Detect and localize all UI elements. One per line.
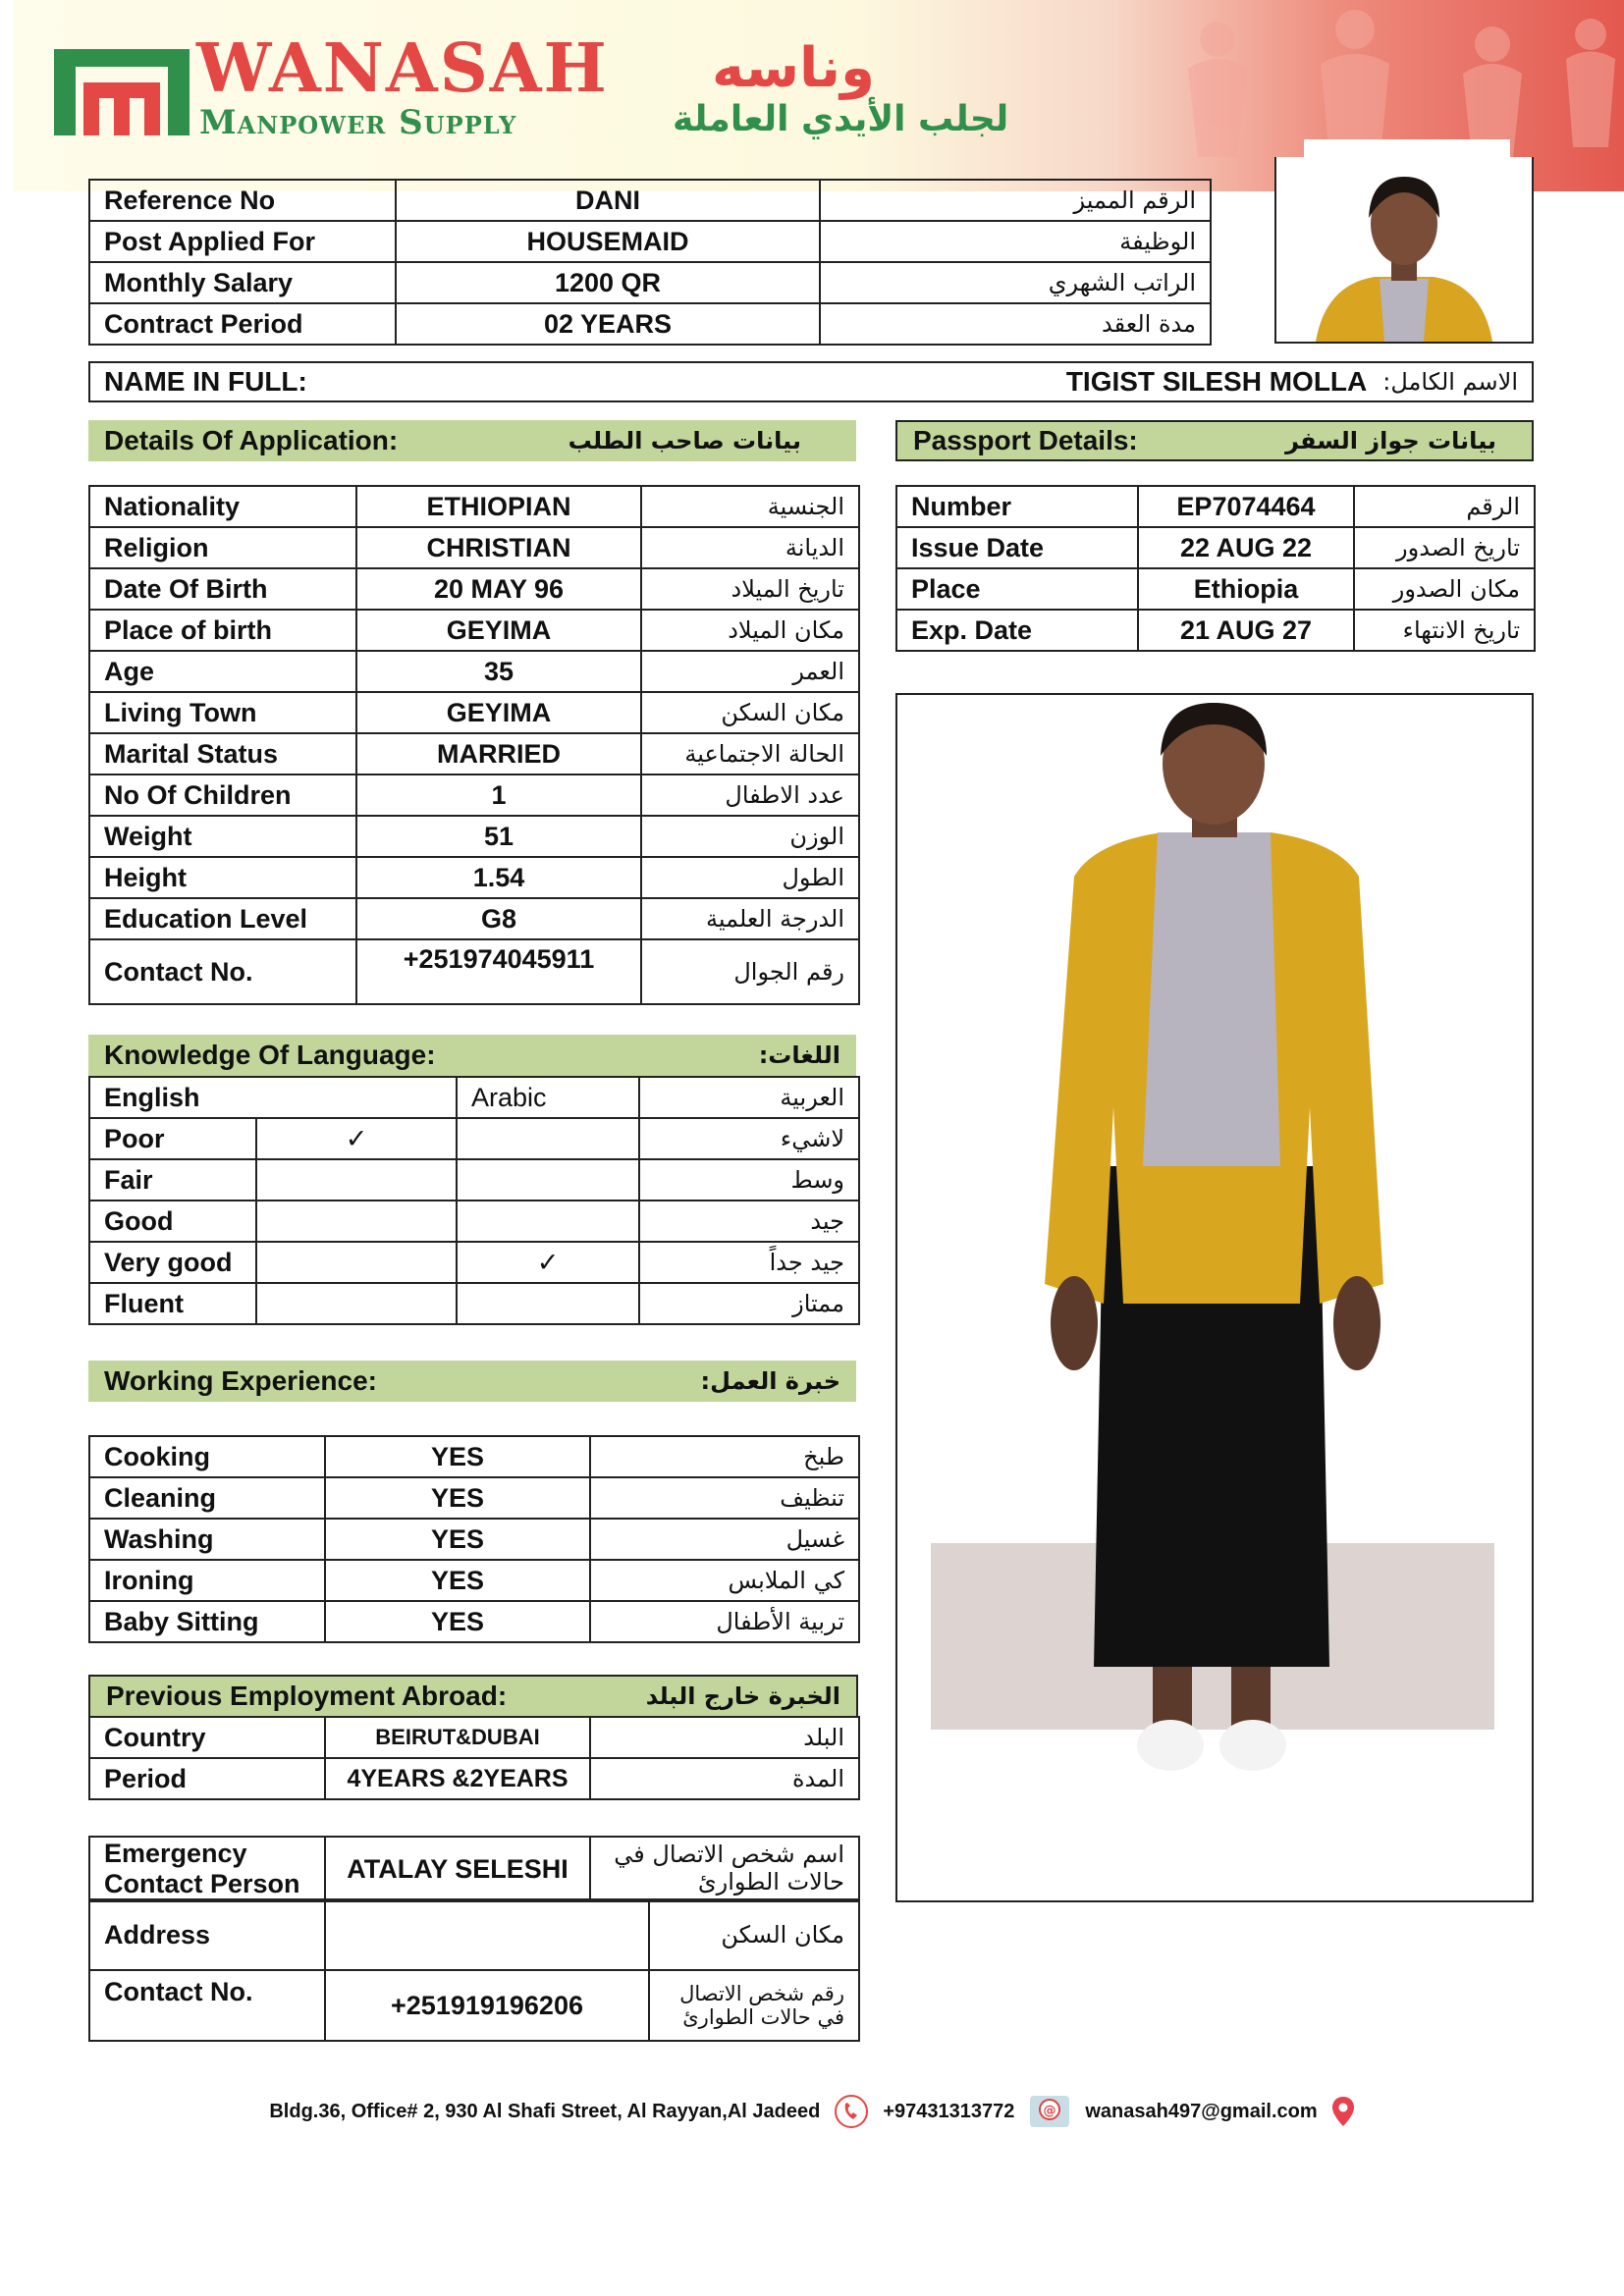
table-row [89, 1519, 859, 1560]
language-section-header [88, 1035, 856, 1076]
footer-address: Bldg.36, Office# 2, 930 Al Shafi Street, Al Rayyan,Al Jadeed [269, 2100, 821, 2122]
row-label-ar: رقم الجوال [641, 939, 859, 1004]
table-row [89, 1477, 859, 1519]
row-label: Reference No [89, 180, 396, 221]
svg-text:@: @ [1043, 2104, 1056, 2118]
row-value: BEIRUT&DUBAI [325, 1717, 590, 1758]
row-value: 21 AUG 27 [1138, 610, 1354, 651]
row-label: Good [89, 1201, 256, 1242]
language-table [88, 1076, 860, 1325]
table-row [89, 816, 859, 857]
row-label: Post Applied For [89, 221, 396, 262]
row-label-ar: مكان السكن [649, 1899, 859, 1970]
row-label: Issue Date [896, 527, 1138, 568]
table-row [89, 1899, 859, 1970]
row-label: Baby Sitting [89, 1601, 325, 1642]
english-level-check [256, 1242, 457, 1283]
row-label: Very good [89, 1242, 256, 1283]
row-label-ar: الرقم [1354, 486, 1535, 527]
reference-table [88, 179, 1212, 346]
row-label: Date Of Birth [89, 568, 356, 610]
row-label-ar: غسيل [590, 1519, 859, 1560]
logo-wordmark-en: WANASAH [196, 29, 609, 108]
row-label-ar: عدد الاطفال [641, 774, 859, 816]
row-value: MARRIED [356, 733, 641, 774]
full-body-portrait-icon [897, 695, 1532, 1900]
arabic-level-check [457, 1201, 639, 1242]
row-label: Emergency Contact Person [89, 1837, 325, 1901]
table-row [89, 1970, 859, 2041]
abroad-table [88, 1716, 860, 1800]
table-row [89, 1717, 859, 1758]
full-name-label: NAME IN FULL: [104, 366, 307, 397]
row-value: GEYIMA [356, 610, 641, 651]
row-label: Exp. Date [896, 610, 1138, 651]
passport-details-table [895, 485, 1536, 652]
table-row [89, 527, 859, 568]
row-label: Living Town [89, 692, 356, 733]
row-label-ar: الحالة الاجتماعية [641, 733, 859, 774]
row-label: Monthly Salary [89, 262, 396, 303]
footer-contact-bar [0, 2089, 1624, 2134]
row-value: ATALAY SELESHI [325, 1837, 590, 1901]
column-arabic: Arabic [457, 1077, 639, 1118]
row-label: Religion [89, 527, 356, 568]
experience-section-header [88, 1361, 856, 1402]
row-label: Fluent [89, 1283, 256, 1324]
table-row [89, 733, 859, 774]
row-label-ar: الوظيفة [820, 221, 1211, 262]
row-label-ar: مكان الميلاد [641, 610, 859, 651]
wanasah-logo-icon [54, 39, 189, 135]
experience-table [88, 1435, 860, 1643]
full-name-label-ar: الاسم الكامل: [1382, 368, 1518, 396]
table-row [89, 1118, 859, 1159]
logo-tagline-ar: لجلب الأيدي العاملة [673, 99, 1009, 139]
row-label-ar: الوزن [641, 816, 859, 857]
row-value: YES [325, 1477, 590, 1519]
section-title-ar: اللغات: [758, 1041, 840, 1069]
english-level-check [256, 1283, 457, 1324]
passport-section-header [895, 420, 1534, 461]
row-label: Nationality [89, 486, 356, 527]
row-value: +251974045911 [356, 939, 641, 1004]
row-label-ar: رقم شخص الاتصال في حالات الطوارئ [649, 1970, 859, 2041]
row-value: EP7074464 [1138, 486, 1354, 527]
row-value: G8 [356, 898, 641, 939]
table-row [89, 303, 1211, 345]
row-label-ar: الرقم المميز [820, 180, 1211, 221]
section-title: Previous Employment Abroad: [106, 1681, 508, 1711]
table-row [89, 486, 859, 527]
row-label-ar: اسم شخص الاتصال في حالات الطوارئ [590, 1837, 859, 1901]
row-label-ar: تنظيف [590, 1477, 859, 1519]
table-row [89, 1283, 859, 1324]
row-label-ar: مكان السكن [641, 692, 859, 733]
row-label: Place [896, 568, 1138, 610]
row-label-ar: مكان الصدور [1354, 568, 1535, 610]
application-section-header [88, 420, 856, 461]
section-title-ar: بيانات جواز السفر [1285, 427, 1496, 454]
row-label-ar: تربية الأطفال [590, 1601, 859, 1642]
portrait-icon [1276, 157, 1532, 342]
row-label: Fair [89, 1159, 256, 1201]
row-value: 35 [356, 651, 641, 692]
row-label: Address [89, 1899, 325, 1970]
location-pin-icon [1331, 2096, 1355, 2127]
application-details-table [88, 485, 860, 1005]
row-value: YES [325, 1519, 590, 1560]
table-row [89, 221, 1211, 262]
row-value: DANI [396, 180, 820, 221]
section-title-ar: بيانات صاحب الطلب [568, 427, 801, 454]
table-row [896, 568, 1535, 610]
row-value: 1 [356, 774, 641, 816]
row-label-ar: تاريخ الانتهاء [1354, 610, 1535, 651]
row-label-ar: الدرجة العلمية [641, 898, 859, 939]
row-label: Place of birth [89, 610, 356, 651]
row-value: YES [325, 1436, 590, 1477]
row-label-ar: العمر [641, 651, 859, 692]
row-label: Poor [89, 1118, 256, 1159]
row-label-ar: الراتب الشهري [820, 262, 1211, 303]
logo-tagline-en: Manpower Supply [199, 103, 517, 142]
logo-wordmark-ar: وناسه [712, 36, 875, 100]
row-value: +251919196206 [325, 1970, 649, 2041]
row-value: 20 MAY 96 [356, 568, 641, 610]
row-value: 1.54 [356, 857, 641, 898]
table-row [89, 774, 859, 816]
section-title-ar: خبرة العمل: [700, 1367, 840, 1395]
table-row [89, 568, 859, 610]
table-row [89, 1601, 859, 1642]
row-label: Contact No. [89, 939, 356, 1004]
row-label-ar: جيد [639, 1201, 859, 1242]
table-row [89, 610, 859, 651]
table-row [89, 180, 1211, 221]
table-row [896, 527, 1535, 568]
row-label-ar: تاريخ الصدور [1354, 527, 1535, 568]
table-row [89, 262, 1211, 303]
row-label: No Of Children [89, 774, 356, 816]
row-label-ar: البلد [590, 1717, 859, 1758]
full-name-row [88, 361, 1534, 402]
full-name-value: TIGIST SILESH MOLLA [1065, 366, 1368, 397]
row-label-ar: تاريخ الميلاد [641, 568, 859, 610]
email-icon [1028, 2092, 1071, 2131]
row-label: Washing [89, 1519, 325, 1560]
row-value: CHRISTIAN [356, 527, 641, 568]
applicant-photo-full [895, 693, 1534, 1902]
row-label: Age [89, 651, 356, 692]
row-value: 02 YEARS [396, 303, 820, 345]
row-value: ETHIOPIAN [356, 486, 641, 527]
english-level-check [256, 1159, 457, 1201]
arabic-level-check: ✓ [457, 1242, 639, 1283]
emergency-address-table [88, 1898, 860, 2042]
abroad-section-header [88, 1675, 858, 1716]
row-label-ar: كي الملابس [590, 1560, 859, 1601]
row-label-ar: الديانة [641, 527, 859, 568]
row-label: Contract Period [89, 303, 396, 345]
table-row [89, 1159, 859, 1201]
row-label-ar: الجنسية [641, 486, 859, 527]
row-value: Ethiopia [1138, 568, 1354, 610]
row-label: Weight [89, 816, 356, 857]
row-value: 1200 QR [396, 262, 820, 303]
section-title: Knowledge Of Language: [104, 1040, 436, 1070]
row-label-ar: الطول [641, 857, 859, 898]
table-row [896, 610, 1535, 651]
table-row [89, 1201, 859, 1242]
row-label-ar: جيد جداً [639, 1242, 859, 1283]
row-label: Period [89, 1758, 325, 1799]
table-row [89, 651, 859, 692]
row-label: Number [896, 486, 1138, 527]
arabic-level-check [457, 1159, 639, 1201]
row-label: Contact No. [89, 1970, 325, 2041]
row-value: YES [325, 1560, 590, 1601]
emergency-contact-table [88, 1836, 860, 1902]
row-label-ar: لاشيء [639, 1118, 859, 1159]
arabic-level-check [457, 1118, 639, 1159]
row-label-ar: طبخ [590, 1436, 859, 1477]
row-label: Marital Status [89, 733, 356, 774]
row-label: Ironing [89, 1560, 325, 1601]
table-row [89, 1436, 859, 1477]
applicant-photo-small [1274, 157, 1534, 344]
row-value [325, 1899, 649, 1970]
row-label: Height [89, 857, 356, 898]
row-value: 51 [356, 816, 641, 857]
row-label: Cooking [89, 1436, 325, 1477]
arabic-level-check [457, 1283, 639, 1324]
section-title: Passport Details: [913, 425, 1138, 455]
row-label-ar: ممتاز [639, 1283, 859, 1324]
section-title: Working Experience: [104, 1365, 378, 1396]
row-label-ar: مدة العقد [820, 303, 1211, 345]
section-title-ar: الخبرة خارج البلد [645, 1682, 840, 1710]
row-value: 4YEARS &2YEARS [325, 1758, 590, 1799]
table-row [896, 486, 1535, 527]
row-label: Education Level [89, 898, 356, 939]
table-row [89, 939, 859, 1004]
row-label-ar: المدة [590, 1758, 859, 1799]
table-row [89, 1077, 859, 1118]
row-label-ar: وسط [639, 1159, 859, 1201]
table-row [89, 1758, 859, 1799]
row-value: 22 AUG 22 [1138, 527, 1354, 568]
table-row [89, 692, 859, 733]
column-english: English [89, 1077, 457, 1118]
table-row [89, 1242, 859, 1283]
table-row [89, 898, 859, 939]
row-value: HOUSEMAID [396, 221, 820, 262]
phone-icon [834, 2094, 869, 2129]
table-row [89, 857, 859, 898]
row-label: Cleaning [89, 1477, 325, 1519]
table-row [89, 1560, 859, 1601]
column-arabic-ar: العربية [639, 1077, 859, 1118]
table-row [89, 1837, 859, 1901]
footer-phone[interactable]: +97431313772 [883, 2100, 1015, 2122]
english-level-check: ✓ [256, 1118, 457, 1159]
english-level-check [256, 1201, 457, 1242]
section-title: Details Of Application: [104, 425, 399, 455]
row-label: Country [89, 1717, 325, 1758]
row-value: YES [325, 1601, 590, 1642]
row-value: GEYIMA [356, 692, 641, 733]
footer-email[interactable]: wanasah497@gmail.com [1085, 2100, 1318, 2122]
